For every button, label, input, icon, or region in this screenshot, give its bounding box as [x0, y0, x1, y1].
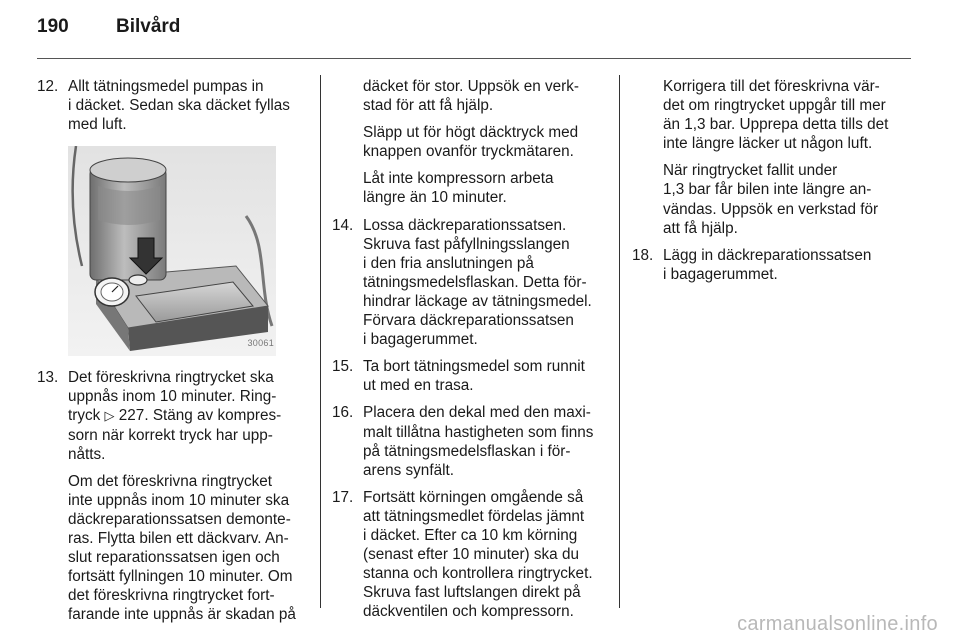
text-line: uppnås inom 10 minuter. Ring-: [68, 388, 277, 406]
column-divider-1: [320, 75, 321, 608]
text-line: att få hjälp.: [663, 219, 738, 237]
step-number: 16.: [332, 404, 354, 422]
text-line: farande inte uppnås är skadan på: [68, 606, 296, 624]
step-number: 18.: [632, 246, 654, 264]
text-line: Korrigera till det föreskrivna vär-: [663, 78, 880, 95]
text-line: Låt inte kompressorn arbeta: [363, 170, 554, 188]
text-line: Skruva fast luftslangen direkt på: [363, 584, 581, 602]
paragraph-gap: [332, 208, 614, 216]
text-line: fortsätt fyllningen 10 minuter. Om: [68, 568, 293, 586]
text-line: däcket för stor. Uppsök en verk-: [363, 78, 579, 95]
text-line: i den fria anslutningen på: [363, 254, 534, 272]
reference-arrow-icon: ▷: [104, 408, 115, 424]
text-line: att tätningsmedlet fördelas jämnt: [363, 507, 585, 525]
step-16: [332, 403, 614, 479]
paragraph-gap: [632, 153, 917, 161]
text-line: malt tillåtna hastigheten som finns: [363, 423, 594, 441]
step-number: 15.: [332, 358, 354, 376]
text-line: Ta bort tätningsmedel som runnit: [363, 358, 585, 376]
text-line: arens synfält.: [363, 461, 454, 479]
text-line: däckventilen och kompressorn.: [363, 603, 574, 621]
text-line: slut reparationssatsen igen och: [68, 549, 280, 567]
text-line: Skruva fast påfyllningsslangen: [363, 235, 570, 253]
text-line: stad för att få hjälp.: [363, 97, 494, 115]
text-line: tätningsmedelsflaskan. Detta för-: [363, 273, 587, 291]
step-number: 12.: [37, 78, 59, 95]
paragraph-gap: [332, 395, 614, 403]
column-2: [332, 77, 614, 621]
paragraph: [332, 169, 614, 207]
step-14: [332, 216, 614, 350]
watermark: carmanualsonline.info: [737, 613, 938, 635]
text-line: stanna och kontrollera ringtrycket.: [363, 565, 593, 583]
text-line: Lossa däckreparationssatsen.: [363, 216, 567, 234]
text-line: (senast efter 10 minuter) ska du: [363, 546, 579, 564]
text-line: än 1,3 bar. Upprepa detta tills det: [663, 116, 889, 134]
text-line: När ringtrycket fallit under: [663, 162, 838, 180]
step-13: [37, 368, 313, 624]
text-line: Fortsätt körningen omgående så: [363, 488, 584, 506]
step-number: 13.: [37, 369, 59, 387]
text-line: i däcket. Sedan ska däcket fyllas: [68, 97, 290, 115]
text-line: Om det föreskrivna ringtrycket: [68, 472, 273, 490]
step-12: [37, 77, 313, 134]
continued-paragraph: [632, 77, 917, 153]
figure-id: 30061: [247, 338, 274, 349]
text-fragment: tryck: [68, 407, 101, 425]
page-title: Bilvård: [116, 16, 181, 37]
column-3: [632, 77, 917, 284]
text-line: hindrar läckage av tätningsmedel.: [363, 292, 592, 310]
text-line: på tätningsmedelsflaskan i för-: [363, 442, 571, 460]
text-line: längre än 10 minuter.: [363, 189, 507, 207]
text-line: det om ringtrycket uppgår till mer: [663, 97, 886, 115]
paragraph-gap: [332, 349, 614, 357]
text-line: i bagagerummet.: [363, 331, 478, 349]
text-line: knappen ovanför tryckmätaren.: [363, 143, 574, 161]
paragraph-gap: [632, 238, 917, 246]
paragraph-gap: [68, 464, 313, 472]
step-15: [332, 357, 614, 395]
compressor-illustration-svg: [68, 146, 276, 356]
text-line: Lägg in däckreparationssatsen: [663, 246, 872, 264]
continued-paragraph: [332, 77, 614, 115]
text-line: sorn när korrekt tryck har upp-: [68, 426, 273, 444]
header-rule: [37, 58, 911, 59]
column-1: [37, 77, 313, 625]
text-line: ut med en trasa.: [363, 377, 474, 395]
paragraph: [332, 123, 614, 161]
paragraph-gap: [332, 115, 614, 123]
text-line: i däcket. Efter ca 10 km körning: [363, 526, 578, 544]
text-line: vändas. Uppsök en verkstad för: [663, 200, 879, 218]
text-line: Placera den dekal med den maxi-: [363, 404, 591, 422]
text-line: Det föreskrivna ringtrycket ska: [68, 369, 274, 387]
paragraph: [632, 161, 917, 237]
text-line: nåtts.: [68, 445, 106, 463]
text-line: i bagagerummet.: [663, 265, 778, 283]
paragraph-gap: [332, 161, 614, 169]
text-line: med luft.: [68, 116, 127, 134]
text-line: Förvara däckreparationssatsen: [363, 312, 574, 330]
column-divider-2: [619, 75, 620, 608]
page-number: 190: [37, 16, 69, 37]
step-number: 14.: [332, 216, 354, 234]
paragraph-gap: [332, 480, 614, 488]
text-line: det föreskrivna ringtrycket fort-: [68, 587, 275, 605]
text-line: [68, 406, 313, 425]
step-number: 17.: [332, 488, 354, 506]
text-line: inte längre läcker ut någon luft.: [663, 135, 873, 153]
compressor-illustration: [68, 146, 276, 356]
step-17: [332, 488, 614, 622]
text-line: däckreparationssatsen demonte-: [68, 510, 291, 528]
text-line: Släpp ut för högt däcktryck med: [363, 124, 579, 142]
step-18: [632, 246, 917, 284]
text-line: ras. Flytta bilen ett däckvarv. An-: [68, 530, 289, 548]
page-reference-text[interactable]: 227. Stäng av kompres-: [118, 407, 282, 425]
text-line: inte uppnås inom 10 minuter ska: [68, 491, 290, 509]
text-line: Allt tätningsmedel pumpas in: [68, 78, 264, 95]
text-line: 1,3 bar får bilen inte längre an-: [663, 181, 872, 199]
